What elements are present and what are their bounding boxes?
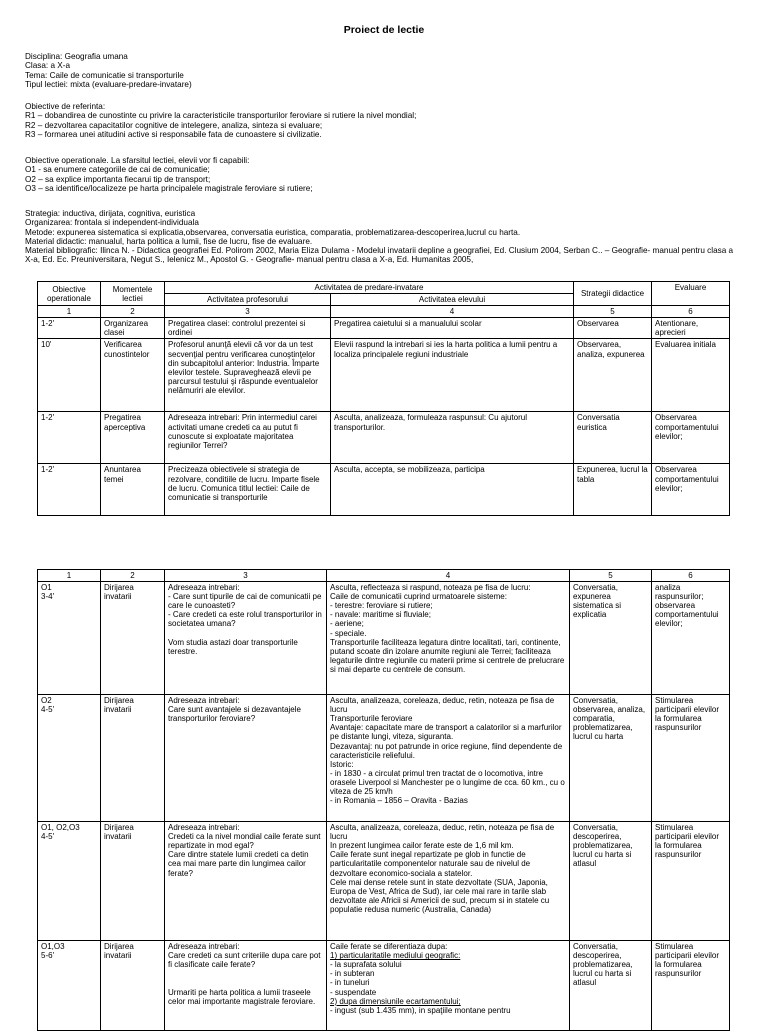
cell-objective: 1-2' [38,318,101,339]
cell-moment: Pregatirea aperceptiva [101,412,165,464]
reference-objective: R2 – dezvoltarea capacitatilor cognitive de intelegere, analiza, sinteza si evaluare; [25,120,323,130]
cell-moment: Dirijarea invatarii [101,822,165,941]
cell-teacher-activity: Adreseaza intrebari: Prin intermediul carei activitati umane credeti ca au putut fi cunoscute si exploatate majoritatea regiunilor Terrei? [165,412,331,464]
table-row [38,695,730,822]
info-theme: Tema: Caile de comunicatie si transporturile [25,70,184,80]
organization-line: Organizarea: frontala si independent-individuala [25,218,199,228]
cell-evaluation: Atentionare, aprecieri [652,318,730,339]
operational-objectives-heading: Obiective operationale. La sfarsitul lectiei, elevii vor fi capabili: [25,156,250,165]
header-evaluation: Evaluare [652,282,730,306]
column-number: 3 [165,306,331,318]
header-strategies: Strategii didactice [574,282,652,306]
strategy-block [25,209,737,265]
criterion-heading: 1) particularitatile mediului geografic: [330,951,461,961]
table-row [38,318,730,339]
didactic-material-line: Material didactic: manualul, harta politica a lumii, fise de lucru, fise de evaluare. [25,236,313,246]
column-number: 4 [327,570,570,582]
info-lesson-type: Tipul lectiei: mixta (evaluare-predare-invatare) [25,79,192,89]
cell-evaluation: Observarea comportamentului elevilor; [652,464,730,516]
cell-moment: Anuntarea temei [101,464,165,516]
cell-teacher-activity: Adreseaza intrebari: Care credeti ca sunt criteriile dupa care pot fi clasificate caile ferate? Urmariti pe harta politica a lumii traseele celor mai importante magistrale feroviare. [165,941,327,1031]
cell-strategy: Observarea [574,318,652,339]
cell-moment: Dirijarea invatarii [101,582,165,695]
cell-student-activity [327,941,570,1031]
reference-objective: R1 – dobandirea de cunostinte cu privire la caracteristicile transporturilor feroviare si rutiere la nivel mondial; [25,111,417,121]
column-number: 3 [165,570,327,582]
column-number: 5 [574,306,652,318]
header-objectives: Obiective operationale [38,282,101,306]
cell-teacher-activity: Adreseaza intrebari: - Care sunt tipurile de cai de comunicatii pe care le cunoasteti? - Care credeti ca este rolul transporturilor in societatea umana? Vom studia astazi doar transporturile terestre. [165,582,327,695]
lesson-info [25,52,745,89]
cell-strategy: Conversatia, descoperirea, problematizarea, lucrul cu harta si atlasul [570,822,652,941]
header-student-activity: Activitatea elevului [331,294,574,306]
cell-moment: Dirijarea invatarii [101,695,165,822]
bibliography-line: Material bibliografic: Ilinca N. - Didactica geografiei Ed. Polirom 2002, Maria Eliza Dulama - Modelul invatarii depline a geografiei, Ed. Clusium 2004, Serban C.. – Geografie- manual pentru clasa a X-a, Ed. Ec. Preuniversitara, Negut S., Ielenicz M., Apostol G. - Geografie- manual pentru clasa a X-a, Ed. Humanitas 2005, [25,246,734,265]
criterion-items: - ingust (sub 1.435 mm), in spaţiile montane pentru [330,1005,511,1015]
cell-objective: O1, O2,O3 4-5' [38,822,101,941]
column-number: 4 [331,306,574,318]
column-number: 1 [38,570,101,582]
cell-moment: Verificarea cunostintelor [101,339,165,412]
cell-strategy: Expunerea, lucrul la tabla [574,464,652,516]
cell-evaluation: Evaluarea initiala [652,339,730,412]
cell-student-activity: Pregatirea caietului si a manualului scolar [331,318,574,339]
cell-evaluation: Stimularea participarii elevilor la formularea raspunsurilor [652,695,730,822]
cell-strategy: Conversatia, expunerea sistematica si explicatia [570,582,652,695]
operational-objective: O2 – sa explice importanta fiecarui tip de transport; [25,174,211,184]
strategy-line: Strategia: inductiva, dirijata, cognitiva, euristica [25,209,196,218]
lesson-table-2 [37,569,730,1031]
page-title: Proiect de lectie [343,24,425,36]
criterion-heading: 2) dupa dimensiunile ecartamentului; [330,996,461,1006]
cell-student-activity: Asculta, analizeaza, coreleaza, deduc, retin, noteaza pe fisa de lucru In prezent lungimea cailor ferate este de 1,6 mil km. Caile ferate sunt inegal repartizate pe glob in functie de particularitatile componentelor naturale sau de nivelul de dezvoltare economico-sociala a statelor. Cele mai dense retele sunt in state dezvoltate (SUA, Japonia, Europa de Vest, Africa de Sud), iar cele mai rare in tarile slab dezvoltate ale Africii si Americii de sud, precum si in statele cu populatie redusa numeric (Australia, Canada) [327,822,570,941]
cell-objective: O2 4-5' [38,695,101,822]
column-number: 1 [38,306,101,318]
cell-objective: 1-2' [38,412,101,464]
cell-teacher-activity: Precizeaza obiectivele si strategia de rezolvare, conditiile de lucru. Imparte fisele de lucru. Comunica titlul lectiei: Caile de comunicatie si transporturile [165,464,331,516]
methods-line: Metode: expunerea sistematica si explicatia,observarea, conversatia euristica, comparatia, problematizarea-descoperirea,lucrul cu harta. [25,227,521,237]
reference-objective: R3 – formarea unei atitudini active si responsabile fata de cunoastere si civilizatie. [25,129,322,139]
cell-student-activity: Asculta, analizeaza, coreleaza, deduc, retin, noteaza pe fisa de lucru Transporturile feroviare Avantaje: capacitate mare de transport a calatorilor si a marfurilor pe distante lungi, viteza, siguranta. Dezavantaj: nu pot patrunde in orice regiune, fiind dependente de caracteristicile reliefului. Istoric: - in 1830 - a circulat primul tren tractat de o locomotiva, intre orasele Liverpool si Manchester pe o lungime de cca. 60 km., cu o viteza de 25 km/h - in Romania – 1856 – Oravita - Bazias [327,695,570,822]
info-discipline: Disciplina: Geografia umana [25,52,128,61]
lesson-table-1 [37,281,730,516]
cell-evaluation: analiza raspunsurilor; observarea comportamentului elevilor; [652,582,730,695]
cell-objective: 10' [38,339,101,412]
cell-moment: Organizarea clasei [101,318,165,339]
operational-objectives [25,156,745,193]
column-number: 2 [101,570,165,582]
operational-objective: O1 - sa enumere categoriile de cai de comunicatie; [25,165,210,175]
cell-student-activity: Elevii raspund la intrebari si ies la harta politica a lumii pentru a localiza principalele regiuni industriale [331,339,574,412]
header-activity: Activitatea de predare-invatare [165,282,574,294]
cell-student-activity: Asculta, accepta, se mobilizeaza, participa [331,464,574,516]
column-number: 6 [652,306,730,318]
reference-objectives [25,102,745,139]
cell-strategy: Conversatia, descoperirea, problematizarea, lucrul cu harta si atlasul [570,941,652,1031]
table-row [38,464,730,516]
info-class: Clasa: a X-a [25,61,71,71]
cell-teacher-activity: Adreseaza intrebari: Credeti ca la nivel mondial caile ferate sunt repartizate in mod egal? Care dintre statele lumii credeti ca detin cea mai mare parte din lungimea cailor ferate? [165,822,327,941]
cell-strategy: Observarea, analiza, expunerea [574,339,652,412]
cell-evaluation: Observarea comportamentului elevilor; [652,412,730,464]
cell-student-activity: Asculta, reflecteaza si raspund, noteaza pe fisa de lucru: Caile de comunicatii cuprind urmatoarele sisteme: - terestre: feroviare si rutiere; - navale: maritime si fluviale; - aeriene; - speciale. Transporturile faciliteaza legatura dintre localitati, tari, continente, putand scoate din izolare anumite regiuni ale Terrei; faciliteaza legaturile dintre regiunile cu materii prime si centrele de prelucrare si mai departe cu centrele de consum. [327,582,570,695]
column-number: 6 [652,570,730,582]
cell-objective: 1-2' [38,464,101,516]
cell-objective: O1 3-4' [38,582,101,695]
column-number: 2 [101,306,165,318]
column-number: 5 [570,570,652,582]
cell-objective: O1,O3 5-6' [38,941,101,1031]
cell-moment: Dirijarea invatarii [101,941,165,1031]
table-row [38,822,730,941]
cell-teacher-activity: Profesorul anunţă elevii că vor da un test secvenţial pentru verificarea cunoştinţelor din subcapitolul anterior: Industria. Împarte elevilor testele. Supraveghează elevii pe parcursul testului şi răspunde eventualelor nelămuriri ale elevilor. [165,339,331,412]
criterion-items: - la suprafata solului - in subteran - in tuneluri - suspendate [330,960,402,997]
cell-strategy: Conversatia, observarea, analiza, comparatia, problematizarea, lucrul cu harta [570,695,652,822]
cell-student-activity: Asculta, analizeaza, formuleaza raspunsul: Cu ajutorul transporturilor. [331,412,574,464]
table-row [38,941,730,1031]
reference-objectives-heading: Obiective de referinta: [25,102,106,111]
cell-strategy: Conversatia euristica [574,412,652,464]
operational-objective: O3 – sa identifice/localizeze pe harta principalele magistrale feroviare si rutiere; [25,183,313,193]
cell-evaluation: Stimularea participarii elevilor la formularea raspunsurilor [652,941,730,1031]
cell-evaluation: Stimularea participarii elevilor la formularea raspunsurilor [652,822,730,941]
criteria-intro: Caile ferate se diferentiaza dupa: [330,942,448,952]
cell-teacher-activity: Pregatirea clasei: controlul prezentei si ordinei [165,318,331,339]
cell-teacher-activity: Adreseaza intrebari: Care sunt avantajele si dezavantajele transporturilor feroviare? [165,695,327,822]
table-row [38,339,730,412]
header-moments: Momentele lectiei [101,282,165,306]
header-teacher-activity: Activitatea profesorului [165,294,331,306]
table-row [38,582,730,695]
table-row [38,412,730,464]
